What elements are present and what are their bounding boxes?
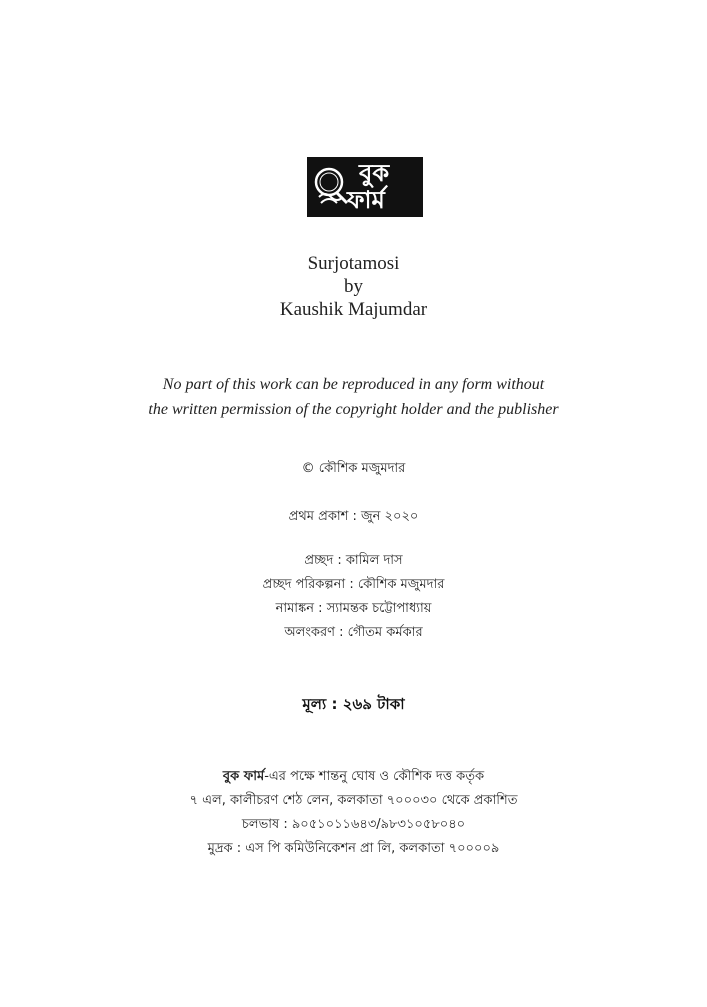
author-name: Kaushik Majumdar bbox=[279, 299, 428, 320]
book-title: Surjotamosi bbox=[307, 253, 400, 274]
copyright-notice-line2: the written permission of the copyright holder and the publisher bbox=[148, 401, 559, 418]
logo-text-line2: ফার্ম bbox=[347, 186, 385, 214]
publisher-line1 bbox=[0, 767, 707, 788]
publisher-brand: বুক ফার্ম bbox=[222, 769, 265, 784]
price: মূল্য : ২৬৯ টাকা bbox=[302, 695, 405, 713]
logo-text-line1: বুক bbox=[359, 159, 390, 187]
credit-lettering: নামাঙ্কন : স্যামন্তক চট্টোপাধ্যায় bbox=[275, 601, 432, 616]
first-edition: প্রথম প্রকাশ : জুন ২০২০ bbox=[288, 509, 419, 524]
publisher-line1-rest: -এর পক্ষে শান্তনু ঘোষ ও কৌশিক দত্ত কর্তৃক bbox=[264, 769, 485, 784]
credit-cover: প্রচ্ছদ : কামিল দাস bbox=[304, 553, 403, 568]
publisher-phone: চলভাষ : ৯০৫১০১১৬৪৩/৯৮৩১০৫৮০৪০ bbox=[241, 817, 466, 832]
credit-cover-design: প্রচ্ছদ পরিকল্পনা : কৌশিক মজুমদার bbox=[262, 577, 445, 592]
publisher-address: ৭ এল, কালীচরণ শেঠ লেন, কলকাতা ৭০০০৩০ থেকে প্রকাশিত bbox=[189, 793, 518, 808]
publisher-logo bbox=[307, 157, 423, 217]
copyright-notice-line1: No part of this work can be reproduced in any form without bbox=[162, 376, 545, 393]
credit-illustration: অলংকরণ : গৌতম কর্মকার bbox=[284, 625, 423, 640]
copyright-holder: © কৌশিক মজুমদার bbox=[301, 461, 406, 476]
by-line: by bbox=[344, 276, 363, 297]
printer-info: মুদ্রক : এস পি কমিউনিকেশন প্রা লি, কলকাতা ৭০০০০৯ bbox=[207, 841, 500, 856]
